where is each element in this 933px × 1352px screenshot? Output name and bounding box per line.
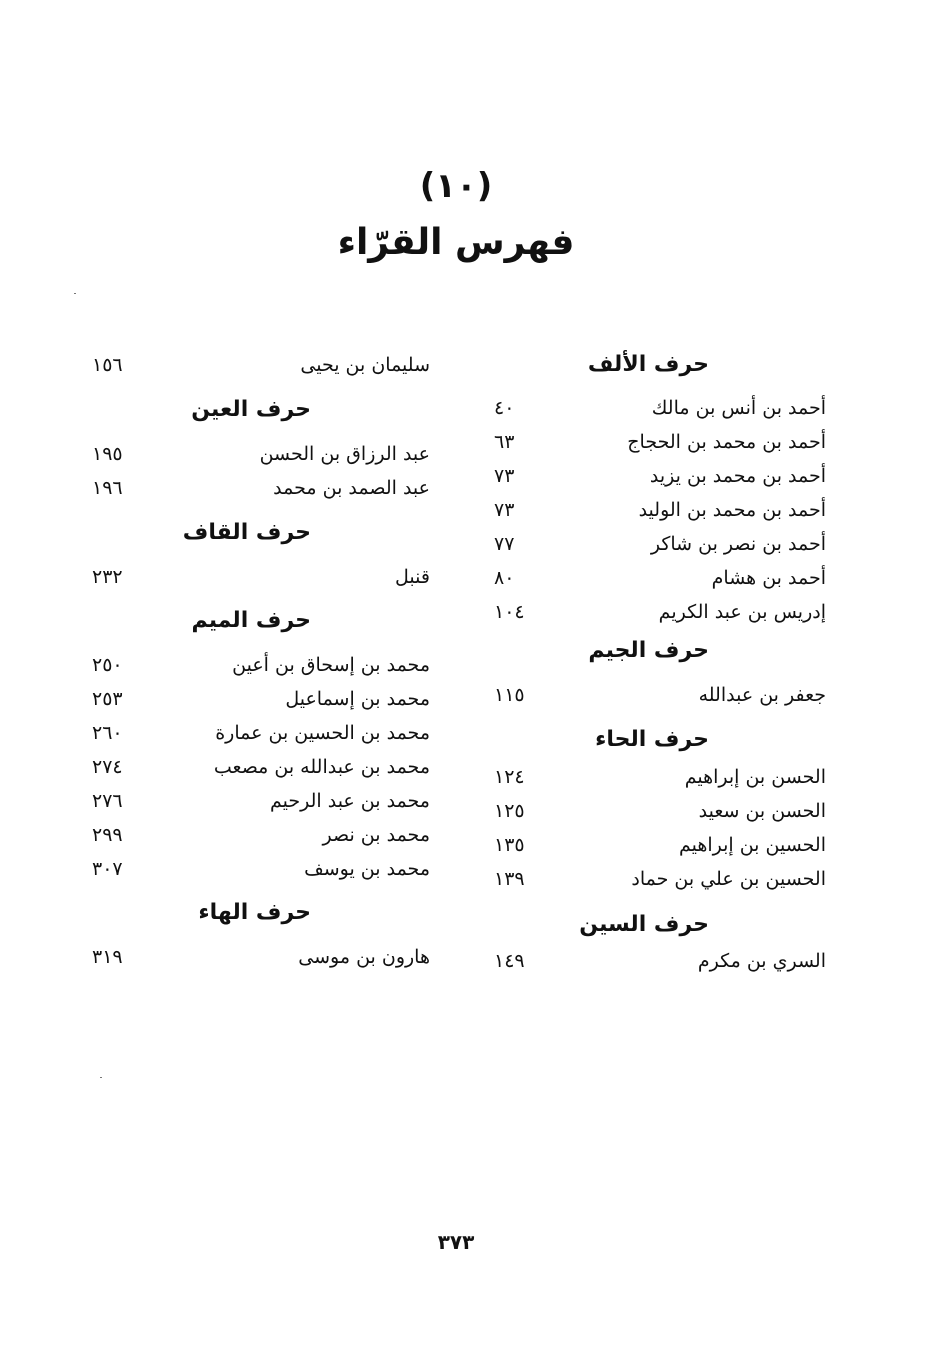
index-entry [490,563,826,593]
entry-page-number: ٧٣ [494,499,515,521]
entry-name: إدريس بن عبد الكريم [658,601,826,623]
entry-name: قنبل [395,566,430,588]
index-entry [490,529,826,559]
entry-page-number: ٣١٩ [92,946,123,968]
entry-name: أحمد بن نصر بن شاكر [650,533,826,555]
index-entry [88,718,430,748]
entry-page-number: ١٠٤ [494,601,525,623]
entry-name: محمد بن عبد الرحيم [270,790,430,812]
entry-page-number: ١٢٤ [494,766,525,788]
section-heading: حرف السين [579,912,709,937]
entry-name: محمد بن الحسين بن عمارة [215,722,430,744]
entry-page-number: ٢٧٤ [92,756,123,778]
entry-name: الحسين بن علي بن حماد [631,868,826,890]
entry-name: الحسن بن إبراهيم [684,766,826,788]
section-heading: حرف الجيم [588,638,709,663]
entry-page-number: ٢٩٩ [92,824,123,846]
entry-name: محمد بن نصر [322,824,430,846]
index-entry [88,942,430,972]
index-entry [88,786,430,816]
entry-name: عبد الصمد بن محمد [273,477,430,499]
index-entry [88,350,430,380]
index-entry [490,427,826,457]
entry-name: السري بن مكرم [697,950,826,972]
entry-name: الحسين بن إبراهيم [678,834,826,856]
section-heading: حرف القاف [182,520,311,545]
entry-page-number: ٤٠ [494,397,515,419]
index-number: (١٠) [419,166,493,206]
entry-name: محمد بن عبدالله بن مصعب [213,756,430,778]
entry-page-number: ٢٥٠ [92,654,123,676]
entry-page-number: ٢٣٢ [92,566,123,588]
entry-name: أحمد بن أنس بن مالك [651,397,826,419]
index-entry [490,495,826,525]
index-entry [88,562,430,592]
section-heading: حرف الألف [587,352,709,377]
page-title: فهرس القرّاء [337,222,575,263]
entry-page-number: ١٣٥ [494,834,525,856]
index-entry [490,461,826,491]
entry-name: أحمد بن محمد بن الوليد [638,499,826,521]
entry-page-number: ٢٧٦ [92,790,123,812]
index-entry [88,473,430,503]
index-entry [490,864,826,894]
index-entry [490,830,826,860]
entry-page-number: ١٩٦ [92,477,123,499]
entry-name: محمد بن إسماعيل [285,688,430,710]
entry-page-number: ٢٥٣ [92,688,123,710]
entry-name: سليمان بن يحيى [300,354,430,376]
index-entry [88,820,430,850]
index-entry [490,796,826,826]
section-heading: حرف الهاء [198,900,311,925]
entry-page-number: ١٢٥ [494,800,525,822]
scan-speck [100,1077,102,1078]
entry-name: محمد بن إسحاق بن أعين [232,654,430,676]
index-entry [88,439,430,469]
entry-name: أحمد بن هشام [711,567,826,589]
entry-name: أحمد بن محمد بن الحجاج [627,431,826,453]
index-entry [88,684,430,714]
entry-name: عبد الرزاق بن الحسن [259,443,430,465]
entry-page-number: ١٤٩ [494,950,525,972]
entry-page-number: ٣٠٧ [92,858,123,880]
entry-name: أحمد بن محمد بن يزيد [649,465,826,487]
section-heading: حرف الميم [191,608,311,633]
entry-name: الحسن بن سعيد [698,800,826,822]
entry-page-number: ٦٣ [494,431,515,453]
index-entry [88,854,430,884]
entry-page-number: ١١٥ [494,684,525,706]
index-entry [88,752,430,782]
entry-name: هارون بن موسى [298,946,430,968]
entry-name: محمد بن يوسف [304,858,430,880]
entry-page-number: ١٣٩ [494,868,525,890]
index-entry [490,597,826,627]
entry-name: جعفر بن عبدالله [698,684,826,706]
entry-page-number: ٧٧ [494,533,515,555]
page-number: ٣٧٣ [437,1230,475,1254]
entry-page-number: ١٩٥ [92,443,123,465]
index-entry [490,946,826,976]
section-heading: حرف الحاء [595,727,709,752]
entry-page-number: ١٥٦ [92,354,123,376]
index-entry [88,650,430,680]
index-entry [490,762,826,792]
entry-page-number: ٢٦٠ [92,722,123,744]
section-heading: حرف العين [191,397,311,422]
entry-page-number: ٧٣ [494,465,515,487]
scan-speck [74,293,76,294]
entry-page-number: ٨٠ [494,567,515,589]
index-entry [490,393,826,423]
index-entry [490,680,826,710]
